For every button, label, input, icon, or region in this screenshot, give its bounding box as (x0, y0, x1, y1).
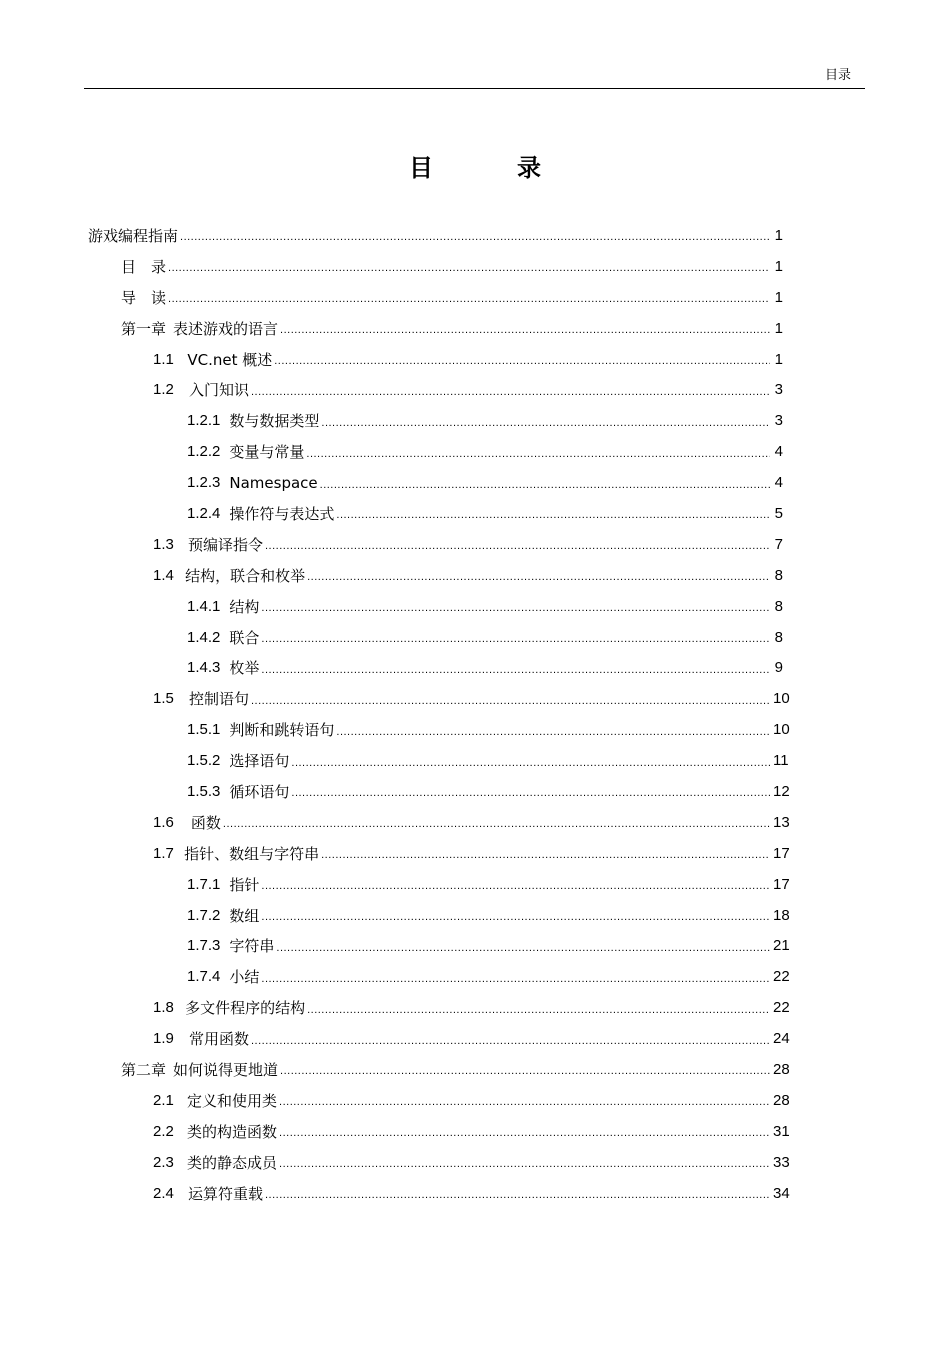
toc-entry-label: 数组 (229, 906, 260, 925)
dot-leader (265, 1189, 770, 1201)
dot-leader (168, 293, 770, 305)
toc-entry[interactable] (88, 1023, 790, 1054)
dot-leader (291, 787, 770, 799)
toc-entry-number: 1.4.3 (187, 659, 221, 677)
toc-entry-label: 类的静态成员 (187, 1153, 278, 1172)
dot-leader (251, 1035, 770, 1047)
dot-leader (307, 571, 770, 583)
toc-entry-label: 如何说得更地道 (173, 1060, 279, 1079)
dot-leader (320, 479, 770, 491)
toc-entry-number: 1.3 (153, 535, 174, 553)
toc-entry[interactable] (88, 838, 790, 869)
dot-leader (276, 942, 770, 954)
toc-entry-label: 结构 (229, 597, 260, 616)
toc-entry-number: 1.5.3 (187, 782, 221, 800)
toc-entry[interactable] (88, 344, 783, 375)
dot-leader (223, 818, 770, 830)
toc-entry-label: 常用函数 (188, 1030, 249, 1049)
toc-entry-page: 3 (774, 381, 783, 399)
toc-entry-page: 4 (774, 443, 783, 461)
toc-entry[interactable] (88, 467, 783, 498)
toc-entry-number: 2.2 (153, 1122, 174, 1140)
toc-entry[interactable] (88, 251, 783, 282)
toc-entry-number: 1.2.1 (187, 412, 221, 430)
toc-entry-label: 小结 (229, 968, 260, 987)
dot-leader (274, 355, 770, 367)
toc-entry[interactable] (88, 1085, 790, 1116)
toc-entry-page: 10 (773, 721, 790, 739)
toc-entry-page: 10 (773, 690, 790, 708)
dot-leader (265, 540, 770, 552)
toc-entry-number: 1.5.1 (187, 721, 221, 739)
dot-leader (306, 448, 770, 460)
toc-entry-number: 1.7.4 (187, 968, 221, 986)
toc-entry-page: 31 (773, 1122, 790, 1140)
toc-entry[interactable] (88, 591, 783, 622)
dot-leader (321, 417, 770, 429)
toc-entry-label: 操作符与表达式 (229, 504, 335, 523)
toc-entry-label: 目 录 (121, 257, 167, 276)
toc-entry[interactable] (88, 776, 790, 807)
toc-entry-label: 结构，联合和枚举 (185, 566, 306, 585)
toc-entry-label: 函数 (190, 813, 221, 832)
toc-entry-page: 1 (774, 350, 783, 368)
toc-entry-label: 游戏编程指南 (88, 226, 179, 245)
toc-entry-page: 5 (774, 504, 783, 522)
toc-entry[interactable] (88, 807, 790, 838)
toc-entry-page: 1 (774, 288, 783, 306)
toc-entry[interactable] (88, 992, 790, 1023)
dot-leader (261, 973, 770, 985)
toc-entry[interactable] (88, 282, 783, 313)
toc-entry-label: 定义和使用类 (187, 1091, 278, 1110)
toc-entry-page: 11 (773, 752, 789, 770)
toc-entry-label: 多文件程序的结构 (185, 999, 306, 1018)
toc-entry-page: 22 (773, 999, 790, 1017)
toc-entry-page: 28 (773, 1091, 790, 1109)
toc-entry[interactable] (88, 652, 783, 683)
toc-entry[interactable] (88, 498, 783, 529)
toc-entry-number: 1.7.2 (187, 906, 221, 924)
toc-entry-label: 选择语句 (229, 752, 290, 771)
toc-entry[interactable] (88, 313, 783, 344)
toc-entry[interactable] (88, 714, 790, 745)
toc-entry-label: 判断和跳转语句 (229, 721, 335, 740)
toc-entry-number: 1.4.1 (187, 597, 221, 615)
toc-entry[interactable] (88, 1178, 790, 1209)
toc-entry-page: 22 (773, 968, 790, 986)
toc-entry[interactable] (88, 745, 789, 776)
toc-entry-number: 1.2.4 (187, 504, 221, 522)
toc-entry[interactable] (88, 683, 790, 714)
toc-entry-number: 第一章 (121, 320, 167, 338)
toc-entry[interactable] (88, 869, 790, 900)
toc-entry-page: 12 (773, 782, 790, 800)
toc-entry-page: 33 (773, 1153, 790, 1171)
toc-entry[interactable] (88, 961, 790, 992)
toc-entry[interactable] (88, 622, 783, 653)
toc-entry[interactable] (88, 220, 783, 251)
toc-entry-label: 运算符重载 (187, 1184, 263, 1203)
dot-leader (321, 849, 770, 861)
toc-entry-page: 21 (773, 937, 790, 955)
toc-entry-number: 1.7.3 (187, 937, 221, 955)
toc-entry-label: 类的构造函数 (187, 1122, 278, 1141)
toc-entry-number: 第二章 (121, 1061, 167, 1079)
toc-entry-page: 34 (773, 1184, 790, 1202)
toc-entry-page: 17 (773, 875, 790, 893)
toc-entry-label: 数与数据类型 (229, 412, 320, 431)
toc-entry-page: 24 (773, 1030, 790, 1048)
toc-entry-label: 预编译指令 (187, 535, 263, 554)
toc-entry-label: VC.net 概述 (187, 350, 273, 369)
toc-entry[interactable] (88, 374, 783, 405)
dot-leader (279, 1127, 770, 1139)
toc-entry-page: 13 (773, 813, 790, 831)
page-title: 目 录 (409, 154, 571, 182)
toc-entry-page: 28 (773, 1060, 790, 1078)
toc-entry-number: 1.4.2 (187, 628, 221, 646)
toc-entry-number: 1.4 (153, 566, 174, 584)
toc-entry-label: 联合 (229, 628, 260, 647)
toc-entry-number: 1.8 (153, 999, 174, 1017)
toc-entry-page: 3 (774, 412, 783, 430)
toc-entry[interactable] (88, 1147, 790, 1178)
toc-entry-label: 字符串 (229, 937, 275, 956)
dot-leader (336, 726, 770, 738)
toc-entry-number: 1.5.2 (187, 752, 221, 770)
toc-entry[interactable] (88, 529, 783, 560)
toc-entry-label: 表述游戏的语言 (173, 319, 279, 338)
toc-entry-number: 1.2.3 (187, 474, 221, 492)
running-header (84, 66, 865, 89)
toc-entry-number: 1.5 (153, 690, 174, 708)
toc-entry-label: 导 读 (121, 288, 167, 307)
toc-entry-number: 2.4 (153, 1184, 174, 1202)
dot-leader (168, 262, 770, 274)
toc-entry-page: 1 (774, 226, 783, 244)
dot-leader (261, 911, 770, 923)
toc-entry-label: Namespace (229, 473, 318, 492)
toc-entry-number: 1.6 (153, 813, 174, 831)
dot-leader (280, 1065, 770, 1077)
toc-entry-label: 指针、数组与字符串 (184, 844, 320, 863)
toc-entry-page: 1 (774, 319, 783, 337)
toc-entry[interactable] (88, 1116, 790, 1147)
toc-entry-number: 2.3 (153, 1153, 174, 1171)
toc-entry[interactable] (88, 930, 790, 961)
toc-entry-number: 2.1 (153, 1091, 174, 1109)
toc-entry-label: 枚举 (229, 659, 260, 678)
toc-entry-number: 1.2.2 (187, 443, 221, 461)
dot-leader (336, 509, 770, 521)
toc-entry-label: 指针 (229, 875, 260, 894)
toc-entry-page: 17 (773, 844, 790, 862)
dot-leader (180, 231, 770, 243)
dot-leader (279, 1096, 770, 1108)
dot-leader (261, 633, 770, 645)
toc-entry-number: 1.7.1 (187, 875, 221, 893)
table-of-contents (88, 220, 790, 1209)
dot-leader (261, 880, 770, 892)
dot-leader (307, 1004, 770, 1016)
dot-leader (261, 602, 770, 614)
dot-leader (251, 386, 770, 398)
toc-entry-label: 入门知识 (188, 381, 249, 400)
dot-leader (280, 324, 770, 336)
toc-entry-page: 18 (773, 906, 790, 924)
toc-entry-page: 8 (774, 628, 783, 646)
toc-entry-number: 1.7 (153, 844, 174, 862)
toc-entry-number: 1.1 (153, 350, 174, 368)
dot-leader (279, 1158, 770, 1170)
dot-leader (291, 757, 770, 769)
toc-entry-page: 9 (774, 659, 783, 677)
toc-entry-label: 变量与常量 (229, 443, 305, 462)
toc-entry-page: 8 (774, 566, 783, 584)
toc-entry-number: 1.2 (153, 381, 174, 399)
toc-entry-page: 4 (774, 474, 783, 492)
dot-leader (251, 695, 770, 707)
toc-entry[interactable] (88, 900, 790, 931)
toc-entry-label: 控制语句 (188, 690, 249, 709)
toc-entry-page: 7 (774, 535, 783, 553)
toc-entry-page: 8 (774, 597, 783, 615)
toc-entry[interactable] (88, 405, 783, 436)
toc-entry-page: 1 (774, 257, 783, 275)
running-header-text: 目录 (824, 68, 851, 83)
toc-entry[interactable] (88, 1054, 790, 1085)
toc-entry-number: 1.9 (153, 1030, 174, 1048)
toc-entry[interactable] (88, 436, 783, 467)
toc-entry[interactable] (88, 560, 783, 591)
toc-entry-label: 循环语句 (229, 782, 290, 801)
dot-leader (261, 664, 770, 676)
